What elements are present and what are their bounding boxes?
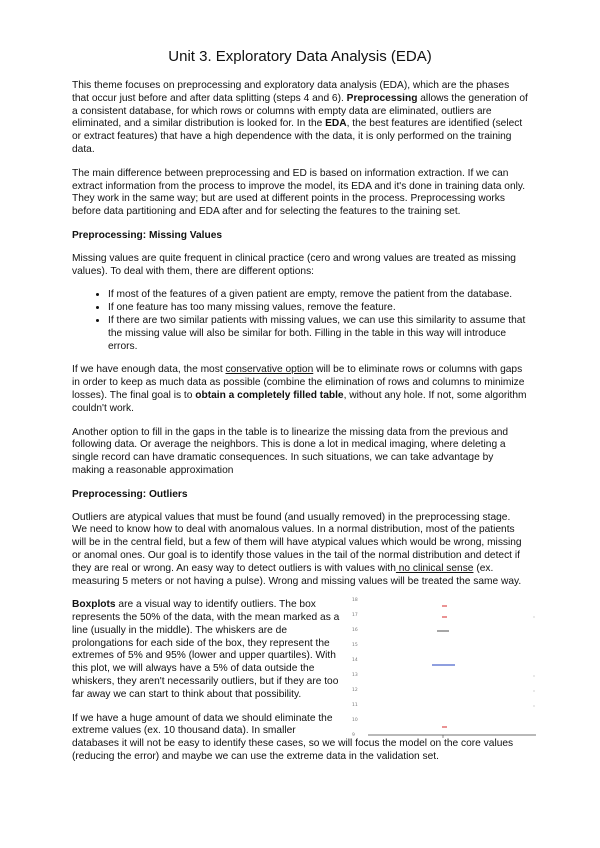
list-item: • If one feature has too many missing values, remove the feature. [108, 302, 528, 315]
plot-dot [534, 676, 535, 677]
boxplot-paragraph: Boxplots are a visual way to identify outliers. The box represents the 50% of the data, with the mean marked as a line (usually in the middle). The whiskers are de prolongations for each side of the box, they represent the extremes of 5% and 95% (lower and upper quartiles). With this plot, we will always have a 5% of data outside the whiskers, they aren't necessarily outliers, but if they are too far away we can start to think about that possibility. [72, 599, 340, 700]
y-axis-ticks [352, 597, 358, 738]
boxplot-svg [348, 591, 538, 741]
y-tick-label: 9 [352, 733, 355, 739]
extreme-values-paragraph: If we have a huge amount of data we should eliminate the extreme values (ex. 10 thousand data). In smaller databases it will not be easy to identify these cases, so we will focus the model on the core values (reducing the error) and maybe we can use the extreme data in the validation set. [72, 712, 514, 763]
conservative-option-paragraph: If we have enough data, the most conservative option will be to eliminate rows or columns with gaps in order to keep as much data as possible (combine the elimination of rows and columns to minimize losses). The final goal is to obtain a completely filled table, without any hole. If not, some algorithm couldn't work. [72, 364, 527, 414]
y-tick-label: 14 [352, 658, 358, 664]
y-tick-label: 12 [352, 688, 358, 694]
list-item: • If most of the features of a given patient are empty, remove the patient from the database. [108, 289, 528, 302]
y-tick-label: 13 [352, 673, 358, 679]
boxplot-figure [348, 591, 538, 741]
y-tick-label: 15 [352, 643, 358, 649]
y-tick-label: 16 [352, 628, 358, 634]
missing-values-intro: Missing values are quite frequent in clinical practice (cero and wrong values are treated as missing values). To deal with them, there are different options: [72, 252, 516, 277]
missing-values-options-list [72, 289, 528, 353]
plot-dot [534, 617, 535, 618]
y-tick-label: 11 [352, 703, 358, 709]
difference-paragraph: The main difference between preprocessing and ED is based on information extraction. If we can extract information from the process to improve the model, its EDA and it's done in training data only. They work in the same way; but are used at different points in the process. Preprocessing works before data partitioning and EDA after and for selecting the features to the training set. [72, 167, 526, 218]
plot-dot [534, 706, 535, 707]
intro-paragraph: This theme focuses on preprocessing and exploratory data analysis (EDA), which are the phases that occur just before and after data splitting (steps 4 and 6). Preprocessing allows the generation of a consistent database, for which rows or columns with empty data are eliminated, outliers are eliminated, and a similar distribution is looked for. In the EDA, the best features are identified (select or extract features) that have a high dependence with the data, it is only performed on the training data. [72, 80, 528, 155]
linearize-paragraph: Another option to fill in the gaps in the table is to linearize the missing data from the previous and following data. Or average the neighbors. This is done a lot in medical imaging, where deleting a single record can have dramatic consequences. In such situations, we can take advantage by making a reasonable approximation [72, 426, 509, 476]
y-tick-label: 18 [352, 598, 358, 604]
outliers-paragraph: Outliers are atypical values that must be found (and usually removed) in the preprocessing stage. We need to know how to deal with anomalous values. In a normal distribution, most of the patients will be in the central field, but a few of them will have atypical values which would be wrong, missing or anomal ones. Our goal is to identify those values in the tail of the normal distribution and detect if they are real or wrong. An easy way to detect outliers is with values with no clinical sense (ex. measuring 5 meters or not having a pulse). Wrong and missing values will be treated the same way. [72, 511, 522, 587]
y-tick-label: 10 [352, 718, 358, 724]
missing-values-heading: Preprocessing: Missing Values [72, 229, 223, 241]
list-item: • If there are two similar patients with missing values, we can use this similarity to assume that the missing value will also be similar for both. Filling in the table in this way will introduce errors. [108, 315, 528, 353]
document-page [72, 48, 528, 764]
outliers-heading: Preprocessing: Outliers [72, 488, 188, 500]
page-title: Unit 3. Exploratory Data Analysis (EDA) [168, 48, 432, 65]
y-tick-label: 17 [352, 613, 358, 619]
plot-dot [534, 691, 535, 692]
